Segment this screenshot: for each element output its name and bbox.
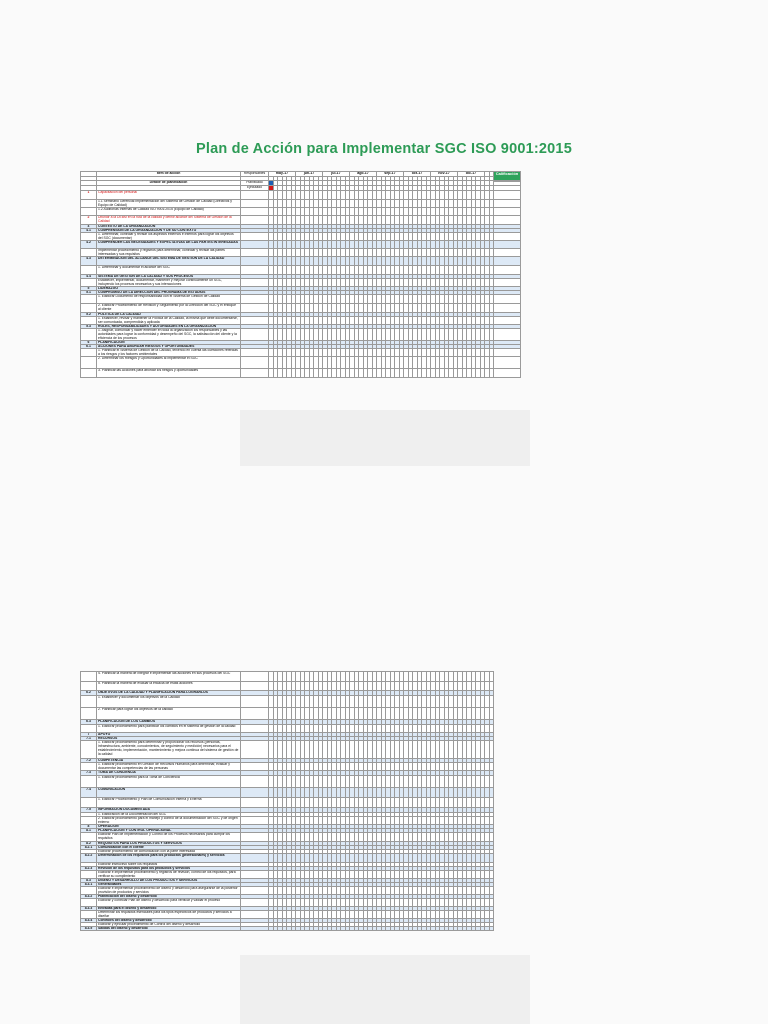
item-text: 1. Determinar, controlar y revisar los aspectos externos e internos para lograr los objetivos del SGC (documentar) <box>97 233 241 241</box>
item-text: 2. Elaborar procedimiento para el manejo y control de la documentación del SGC y de origen externo <box>97 817 241 825</box>
cal-cell <box>494 349 521 357</box>
item-text: Elaborar y controlar Plan de diseño y desarrollo para verificar y validar el proceso <box>97 899 241 907</box>
week-cell <box>490 911 495 919</box>
page-shadow-2 <box>240 955 530 1024</box>
item-number <box>81 798 97 808</box>
table-row <box>81 349 521 357</box>
cal-cell <box>494 200 521 208</box>
item-number <box>81 317 97 325</box>
item-number <box>81 295 97 304</box>
item-text: CONTEXTO DE LA ORGANIZACIÓN <box>97 225 241 229</box>
week-cell <box>490 741 495 759</box>
item-text: PLANIFICACIÓN Y CONTROL OPERACIONAL <box>97 829 241 833</box>
document-title: Plan de Acción para Implementar SGC ISO 9001:2015 <box>196 141 572 157</box>
responsible-cell <box>241 241 269 249</box>
item-text: 1. Elaborar procedimiento para determinar y proporcionar los recursos (personas, infraestructura, ambiente, conocimientos, de seguimiento y medición) necesarios para el establecimiento, implementación, mantenimiento y mejora continua del sistema de gestión de la calidad <box>97 741 241 759</box>
item-text: Establecer, implementar, documentar, mantener y mejorar continuamente un SGC, incluyendo los procesos necesarios y sus interacciones <box>97 279 241 287</box>
item-number: 1 <box>81 191 97 200</box>
item-number: 8.2.1 <box>81 846 97 850</box>
table-row <box>81 304 521 313</box>
item-text: Salidas del diseño y desarrollo <box>97 927 241 931</box>
item-text: 1. Elaborar procedimiento para planificar los cambios en el sistema de gestión de la calidad <box>97 725 241 733</box>
table-row <box>81 216 521 225</box>
item-text: 1. Elaborar Procedimiento y Plan de Comunicación Interna y Externa <box>97 798 241 808</box>
week-cell <box>490 798 495 808</box>
item-text: OBJETIVOS DE LA CALIDAD Y PLANIFICACIÓN PARA LOGRARLOS <box>97 691 241 696</box>
week-cell <box>490 672 495 682</box>
table-row <box>81 233 521 241</box>
table-row <box>81 763 494 771</box>
table-row <box>81 200 521 208</box>
action-plan-table-page-1 <box>80 171 521 378</box>
week-cell <box>490 887 495 895</box>
table-row <box>81 672 494 682</box>
week-cell <box>490 899 495 907</box>
table-row <box>81 257 521 266</box>
item-number <box>81 725 97 733</box>
item-text: PLANIFICACIÓN DE LOS CAMBIOS <box>97 720 241 725</box>
item-number <box>81 233 97 241</box>
item-text: Capacitación del personal <box>97 191 241 200</box>
item-text: 5. Planificar la manera de evaluar la eficacia de estas acciones <box>97 682 241 691</box>
item-number <box>81 208 97 216</box>
item-text: COMPETENCIA <box>97 759 241 763</box>
week-cell <box>490 833 495 842</box>
item-number: 8.3.3 <box>81 907 97 911</box>
item-number: 6.3 <box>81 720 97 725</box>
item-text: 1. Elaborar procedimiento para la Toma de Conciencia <box>97 776 241 788</box>
item-text: 2. Determinar los Riesgos y Oportunidades al implementar el SGC <box>97 357 241 369</box>
item-number: 5 <box>81 287 97 291</box>
cal-cell <box>494 369 521 378</box>
responsible-cell <box>241 696 269 708</box>
week-cell <box>490 708 495 720</box>
table-row <box>81 817 494 825</box>
month-header: may-17 <box>269 172 296 177</box>
cal-cell <box>494 216 521 225</box>
item-text: Elaborar Plan de Implementación y Control de los Procesos necesarios para cumplir los requisitos <box>97 833 241 842</box>
responsible-cell <box>241 200 269 208</box>
item-text: 1. Establecer y documentar los objetivos de la Calidad <box>97 696 241 708</box>
cal-cell <box>494 266 521 275</box>
responsible-cell <box>241 682 269 691</box>
item-header: Item de acción <box>97 172 241 177</box>
item-number <box>81 899 97 907</box>
week-cell <box>490 696 495 708</box>
cal-cell <box>494 233 521 241</box>
item-text: Difundir a la DEBM en la ruta de la calidad y definir alcance del Sistema de Gestión de la Calidad <box>97 216 241 225</box>
table-row <box>81 798 494 808</box>
table-row <box>81 208 521 216</box>
item-number <box>81 708 97 720</box>
item-number <box>81 266 97 275</box>
item-text: 1. Determinar y documentar el alcance del SGC <box>97 266 241 275</box>
item-text: 2. Elaborar Procedimiento de Revisión y Seguimiento por la Dirección del SGC y el enfoque al cliente <box>97 304 241 313</box>
item-text: Elaborar e implementar procedimiento de diseño y desarrollo para asegurarse de la posterior provisión de productos y servicios <box>97 887 241 895</box>
responsible-cell <box>241 776 269 788</box>
responsible-cell <box>241 927 269 931</box>
responsible-cell <box>241 257 269 266</box>
item-text: Elaborar y ejecutar procedimiento de Control del diseño y desarrollo <box>97 923 241 927</box>
table-row <box>81 887 494 895</box>
item-number: 8.3.1 <box>81 883 97 887</box>
table-row <box>81 329 521 341</box>
item-text: Elaborar instructivo sobre los requisitos <box>97 863 241 867</box>
item-number: 8.3.2 <box>81 895 97 899</box>
item-number <box>81 833 97 842</box>
table-row <box>81 788 494 798</box>
table-row <box>81 741 494 759</box>
responsible-cell <box>241 672 269 682</box>
cal-cell <box>494 208 521 216</box>
cal-cell <box>494 249 521 257</box>
item-text: Generalidades <box>97 883 241 887</box>
item-number: 2 <box>81 216 97 225</box>
responsible-cell <box>241 369 269 378</box>
subtitle-header: Detalle de planificación <box>97 181 241 186</box>
responsible-cell <box>241 349 269 357</box>
cal-cell <box>494 241 521 249</box>
item-text: COMPRENSIÓN DE LA ORGANIZACIÓN Y DE SU CONTEXTO <box>97 229 241 233</box>
item-number: 5.1 <box>81 291 97 295</box>
responsible-cell <box>241 899 269 907</box>
item-number <box>81 741 97 759</box>
responsible-cell <box>241 911 269 919</box>
responsible-cell <box>241 798 269 808</box>
item-text: INFORMACIÓN DOCUMENTADA <box>97 808 241 813</box>
cal-cell <box>494 357 521 369</box>
responsible-cell <box>241 329 269 341</box>
item-number <box>81 672 97 682</box>
table-row <box>81 241 521 249</box>
table-row <box>81 295 521 304</box>
table-row <box>81 317 521 325</box>
table-row <box>81 191 521 200</box>
responsible-cell <box>241 871 269 879</box>
responsible-cell <box>241 763 269 771</box>
table-row <box>81 696 494 708</box>
planned-label: Planificado <box>241 181 269 186</box>
item-number: 6 <box>81 341 97 345</box>
item-text: TOMA DE CONCIENCIA <box>97 771 241 776</box>
item-text: COMPROMISO DE LA DIRECCIÓN DEL PROGRAMA DE ESTUDIOS <box>97 291 241 295</box>
item-text: 4. Planificar la manera de integrar e implementar las acciones en sus procesos del SGC <box>97 672 241 682</box>
item-number <box>81 349 97 357</box>
table-row <box>81 833 494 842</box>
responsible-cell <box>241 854 269 863</box>
item-text: Entradas para el diseño y desarrollo <box>97 907 241 911</box>
item-number <box>81 249 97 257</box>
item-number <box>81 279 97 287</box>
item-text: SISTEMA DE GESTIÓN DE LA CALIDAD Y SUS PROCESOS <box>97 275 241 279</box>
item-number: 8.2.2 <box>81 854 97 863</box>
responsible-cell <box>241 279 269 287</box>
responsible-cell <box>241 887 269 895</box>
table-row <box>81 871 494 879</box>
responsible-cell <box>241 817 269 825</box>
item-text: 1. Elaborar procedimiento en Gestión de Recursos Humanos para determinar, evaluar y documentar las competencias de las personas <box>97 763 241 771</box>
item-number: 8.2.3 <box>81 867 97 871</box>
item-number: 7.5 <box>81 808 97 813</box>
item-number <box>81 887 97 895</box>
item-number <box>81 200 97 208</box>
item-text: 1.2 Auditorías Internas de Calidad ISO 9001:2015 (Equipo de Calidad) <box>97 208 241 216</box>
item-text: DETERMINACIÓN DEL ALCANCE DEL SISTEMA DE GESTIÓN DE LA CALIDAD <box>97 257 241 266</box>
item-number: 4.4 <box>81 275 97 279</box>
item-number <box>81 696 97 708</box>
item-text: Elaborar procedimiento de comunicación con la parte interesada <box>97 850 241 854</box>
action-plan-table-page-2 <box>80 671 494 931</box>
table-row <box>81 249 521 257</box>
item-number: 7.1 <box>81 737 97 741</box>
week-cell <box>490 776 495 788</box>
item-text: 2. Planificar para lograr los objetivos de la calidad <box>97 708 241 720</box>
item-number <box>81 817 97 825</box>
item-text: Comunicación con el cliente <box>97 846 241 850</box>
item-text: ACCIONES PARA ABORDAR RIESGOS Y OPORTUNIDADES <box>97 345 241 349</box>
cal-cell <box>494 191 521 200</box>
responsible-cell <box>241 725 269 733</box>
resp-header: Responsables <box>241 172 269 177</box>
item-number <box>81 763 97 771</box>
item-text: 1.1 Seminario Gerencial Implementación del Sistema de Gestión de Calidad (Directivos y Equipo de Calidad) <box>97 200 241 208</box>
cal-cell <box>494 329 521 341</box>
week-cell <box>490 763 495 771</box>
responsible-cell <box>241 216 269 225</box>
table-row <box>81 708 494 720</box>
responsible-cell <box>241 208 269 216</box>
item-number: 6.2 <box>81 691 97 696</box>
item-text: Revisión de los requisitos para los productos y servicios <box>97 867 241 871</box>
table-row <box>81 854 494 863</box>
week-cell <box>490 788 495 798</box>
month-header: jul-17 <box>323 172 350 177</box>
item-text: COMPRENDER LAS NECESIDADES Y EXPECTATIVAS DE LAS PARTES INTERESADAS <box>97 241 241 249</box>
table-row <box>81 776 494 788</box>
table-row <box>81 725 494 733</box>
table-row <box>81 369 521 378</box>
item-text: POLÍTICA DE LA CALIDAD <box>97 313 241 317</box>
month-header: ago-17 <box>350 172 377 177</box>
cal-cell <box>494 279 521 287</box>
table-row <box>81 927 494 931</box>
item-text: Controles del diseño y desarrollo <box>97 919 241 923</box>
executed-label: Ejecutado <box>241 186 269 191</box>
calificacion-header: Calificación <box>494 172 521 182</box>
item-number <box>81 776 97 788</box>
month-header: oct-17 <box>404 172 431 177</box>
item-text: COMUNICACIÓN <box>97 788 241 798</box>
item-text: LIDERAZGO <box>97 287 241 291</box>
month-header: sep-17 <box>377 172 404 177</box>
week-cell <box>490 927 495 931</box>
responsible-cell <box>241 788 269 798</box>
week-cell <box>490 854 495 863</box>
item-number: 5.3 <box>81 325 97 329</box>
cal-cell <box>494 257 521 266</box>
responsible-cell <box>241 304 269 313</box>
item-number <box>81 357 97 369</box>
item-number: 7.2 <box>81 759 97 763</box>
month-header: nov-17 <box>431 172 458 177</box>
item-number: 4.3 <box>81 257 97 266</box>
responsible-cell <box>241 317 269 325</box>
responsible-cell <box>241 191 269 200</box>
item-text: Elaborar e implementar procedimiento y registros de revisión, control de los requisitos, para verificar su cumplimiento <box>97 871 241 879</box>
item-number: 4 <box>81 225 97 229</box>
item-number <box>81 682 97 691</box>
item-number: 6.1 <box>81 345 97 349</box>
month-header: jun-17 <box>296 172 323 177</box>
table-row <box>81 911 494 919</box>
item-text: Determinación de los requisitos para los productos (profesionales) y servicios <box>97 854 241 863</box>
item-text: Planificación del diseño y desarrollo <box>97 895 241 899</box>
item-number <box>81 304 97 313</box>
item-number: 8.1 <box>81 829 97 833</box>
week-cell <box>490 871 495 879</box>
item-number <box>81 369 97 378</box>
item-text: 1. Establecer, revisar y mantener la Política de la Calidad, la misma que debe documentarse, ser comunicada, comprendida y aplicada <box>97 317 241 325</box>
item-number <box>81 871 97 879</box>
item-number: 4.1 <box>81 229 97 233</box>
item-text: Implementar procedimiento y registros para determinar, controlar y revisar las partes interesadas y sus requisitos <box>97 249 241 257</box>
responsible-cell <box>241 249 269 257</box>
item-number: 8 <box>81 825 97 829</box>
cal-cell <box>494 317 521 325</box>
responsible-cell <box>241 266 269 275</box>
item-text: 1. Elaboración de la Documentación del SGC <box>97 813 241 817</box>
item-text: 1. Asignar, comunicar y hacer entender en toda la organización los responsables y las autoridades para lograr la conformidad y desempeño del SGC, la satisfacción del cliente y la eficiencia de los procesos <box>97 329 241 341</box>
table-row <box>81 682 494 691</box>
table-row <box>81 357 521 369</box>
item-text: 1. Planificar el Sistema de Gestión de la Calidad, teniendo en cuenta las cuestiones referidas a los riesgos y los factores ambientales <box>97 349 241 357</box>
item-number <box>81 329 97 341</box>
item-number: 5.2 <box>81 313 97 317</box>
table-row <box>81 899 494 907</box>
item-text: 1. Elaborar Documento de responsabilidad con el Sistema de Gestión de Calidad <box>97 295 241 304</box>
responsible-cell <box>241 295 269 304</box>
item-text: APOYO <box>97 733 241 737</box>
item-number: 8.3.4 <box>81 919 97 923</box>
item-number: 7 <box>81 733 97 737</box>
item-text: PLANIFICACIÓN <box>97 341 241 345</box>
item-text: DISEÑO Y DESARROLLO DE LOS PRODUCTOS Y SERVICIOS <box>97 879 241 883</box>
item-number: 7.4 <box>81 788 97 798</box>
item-number: 8.3 <box>81 879 97 883</box>
item-number: 8.2 <box>81 842 97 846</box>
item-text: RECURSOS <box>97 737 241 741</box>
item-number: 4.2 <box>81 241 97 249</box>
item-text: ROLES, RESPONSABILIDADES Y AUTORIDADES EN LA ORGANIZACIÓN <box>97 325 241 329</box>
item-number: 7.3 <box>81 771 97 776</box>
item-text: OPERACIÓN <box>97 825 241 829</box>
month-header: dic-17 <box>458 172 485 177</box>
item-text: REQUISITOS PARA LOS PRODUCTOS Y SERVICIOS <box>97 842 241 846</box>
item-number: 8.3.5 <box>81 927 97 931</box>
responsible-cell <box>241 357 269 369</box>
item-text: 3. Planificar las Acciones para abordar los riesgos y oportunidades <box>97 369 241 378</box>
page-shadow-1 <box>240 410 530 466</box>
responsible-cell <box>241 233 269 241</box>
item-number <box>81 911 97 919</box>
cal-cell <box>494 295 521 304</box>
week-cell <box>490 817 495 825</box>
table-row <box>81 279 521 287</box>
responsible-cell <box>241 708 269 720</box>
table-row <box>81 266 521 275</box>
item-text: Determinar los requisitos esenciales para los tipos específicos de productos y servicios a diseñar <box>97 911 241 919</box>
responsible-cell <box>241 741 269 759</box>
responsible-cell <box>241 833 269 842</box>
cal-cell <box>494 304 521 313</box>
week-cell <box>490 725 495 733</box>
week-cell <box>490 682 495 691</box>
